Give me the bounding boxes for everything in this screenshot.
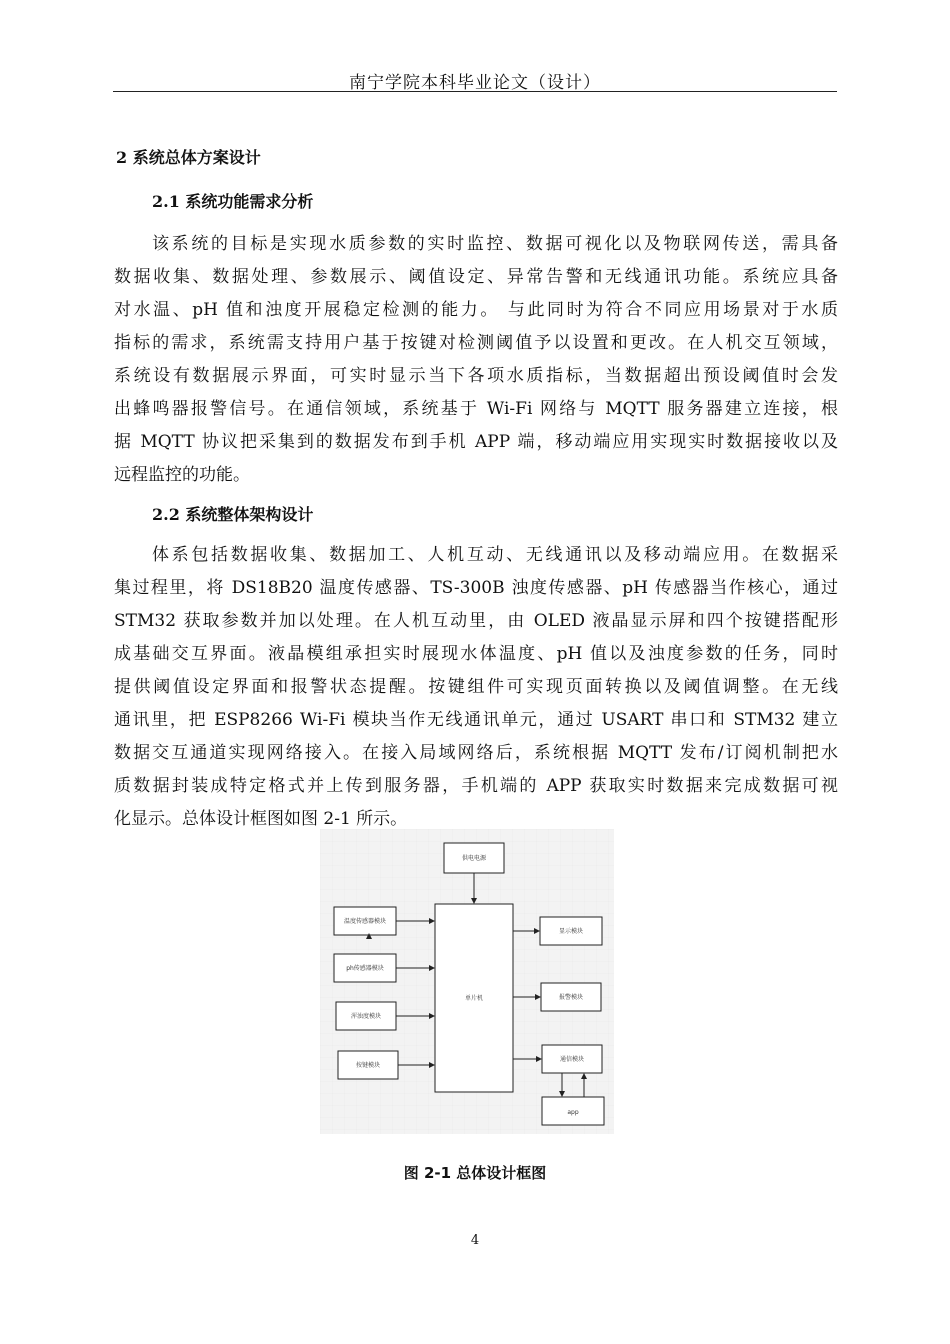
text-line: 集过程里，将 DS18B20 温度传感器、TS-300B 浊度传感器、pH 传感器当作核心，通过 (114, 578, 838, 598)
alarm-block (541, 983, 601, 1011)
ph-sensor-block (334, 954, 396, 982)
subsection-title-2-2: 2.2 系统整体架构设计 (152, 505, 314, 524)
text-line: 成基础交互界面。液晶模组承担实时展现水体温度、pH 值以及浊度参数的任务，同时 (114, 644, 838, 664)
text-line: 提供阈值设定界面和报警状态提醒。按键组件可实现页面转换以及阈值调整。在无线 (114, 677, 838, 697)
paragraph-2-1 (114, 228, 838, 492)
text-line: 通讯里，把 ESP8266 Wi-Fi 模块当作无线通讯单元，通过 USART 串口和 STM32 建立 (114, 710, 838, 730)
comm-label: 通信模块 (559, 1056, 585, 1063)
text-line: 对水温、pH 值和浊度开展稳定检测的能力。 与此同时为符合不同应用场景对于水质 (114, 300, 838, 320)
text-line: 出蜂鸣器报警信号。在通信领域，系统基于 Wi-Fi 网络与 MQTT 服务器建立连接，根 (114, 399, 838, 419)
page-header: 南宁学院本科毕业论文（设计） (349, 73, 601, 93)
temperature-sensor-label: 温度传感器模块 (343, 918, 387, 925)
text-line: 数据交互通道实现网络接入。在接入局域网络后，系统根据 MQTT 发布/订阅机制把水 (114, 743, 838, 763)
ph-sensor-label: ph传感器模块 (346, 965, 384, 972)
text-line: 指标的需求，系统需支持用户基于按键对检测阈值予以设置和更改。在人机交互领域， (114, 333, 838, 353)
block-diagram (320, 829, 614, 1134)
mcu-block (435, 904, 513, 1092)
comm-block (542, 1045, 602, 1073)
alarm-label: 报警模块 (558, 994, 584, 1001)
turbidity-label: 浑浊度模块 (350, 1013, 382, 1020)
text-line: 化显示。总体设计框图如图 2-1 所示。 (114, 809, 408, 829)
mcu-label: 单片机 (464, 995, 484, 1002)
text-line: 系统设有数据展示界面，可实时显示当下各项水质指标，当数据超出预设阈值时会发 (114, 366, 838, 386)
text-line: 体系包括数据收集、数据加工、人机互动、无线通讯以及移动端应用。在数据采 (152, 545, 838, 565)
keys-label: 按键模块 (355, 1062, 381, 1069)
keys-block (338, 1051, 398, 1079)
paragraph-2-2 (114, 539, 838, 836)
display-block (540, 917, 602, 945)
power-supply-block (444, 843, 504, 873)
text-line: 质数据封装成特定格式并上传到服务器，手机端的 APP 获取实时数据来完成数据可视 (114, 776, 838, 796)
text-line: 该系统的目标是实现水质参数的实时监控、数据可视化以及物联网传送，需具备 (152, 234, 838, 254)
figure-caption: 图 2-1 总体设计框图 (403, 1164, 547, 1182)
app-block (542, 1097, 604, 1125)
header-rule (113, 91, 837, 92)
turbidity-block (336, 1002, 396, 1030)
page-number: 4 (470, 1233, 480, 1248)
text-line: 据 MQTT 协议把采集到的数据发布到手机 APP 端，移动端应用实现实时数据接收以及 (114, 432, 838, 452)
display-label: 显示模块 (558, 928, 584, 935)
power-supply-label: 供电电源 (461, 855, 487, 862)
subsection-title-2-1: 2.1 系统功能需求分析 (152, 192, 314, 211)
app-label: app (567, 1109, 579, 1116)
temperature-sensor-block (334, 907, 396, 935)
text-line: 远程监控的功能。 (114, 465, 250, 485)
block-diagram-figure (320, 829, 614, 1134)
text-line: STM32 获取参数并加以处理。在人机互动里，由 OLED 液晶显示屏和四个按键搭配形 (114, 611, 838, 631)
text-line: 数据收集、数据处理、参数展示、阈值设定、异常告警和无线通讯功能。系统应具备 (114, 267, 838, 287)
section-title: 2 系统总体方案设计 (116, 148, 261, 167)
